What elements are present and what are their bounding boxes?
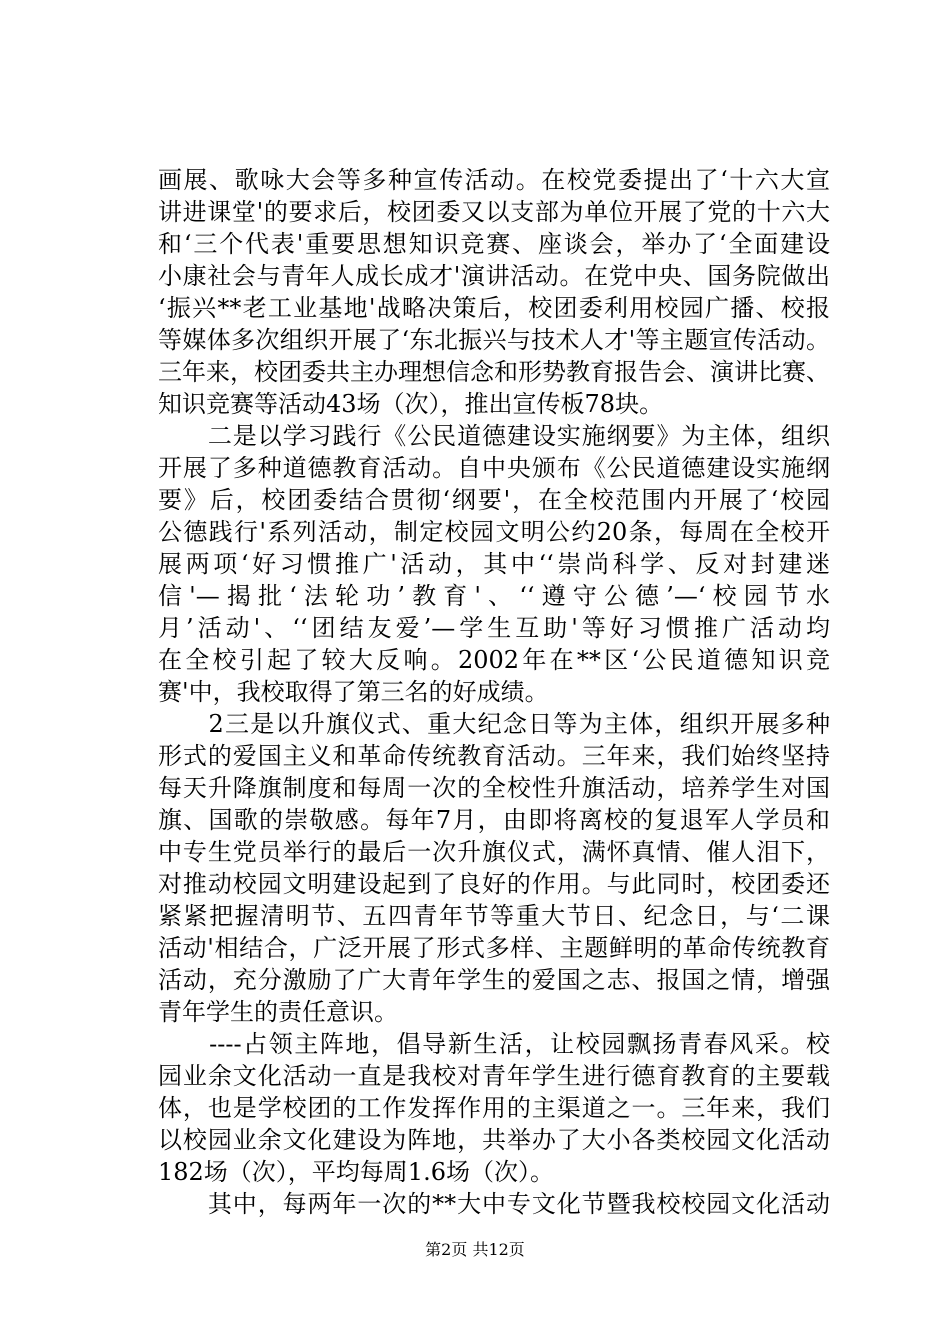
text-line: 展两项‘好习惯推广'活动，其中‘‘崇尚科学、反对封建迷 [158,550,830,578]
text-line: 三年来，校团委共主办理想信念和形势教育报告会、演讲比赛、 [158,358,830,386]
text-line: 开展了多种道德教育活动。自中央颁布《公民道德建设实施纲 [158,454,830,482]
text-line: 紧紧把握清明节、五四青年节等重大节日、纪念日，与‘二课 [158,902,830,930]
document-body [158,164,830,1220]
page-footer: 第2页 共12页 [425,1240,525,1259]
text-line: 信'—揭批‘法轮功’教育'、‘‘遵守公德’—‘校园节水 [158,582,830,610]
text-line: 画展、歌咏大会等多种宣传活动。在校党委提出了‘十六大宣 [158,166,830,194]
text-line: ----占领主阵地，倡导新生活，让校园飘扬青春风采。校 [158,1030,830,1058]
text-line: 赛'中，我校取得了第三名的好成绩。 [158,678,549,706]
text-line: 旗、国歌的崇敬感。每年7月，由即将离校的复退军人学员和 [158,806,830,834]
text-line: 月’活动'、‘‘团结友爱’—学生互助'等好习惯推广活动均 [158,614,830,642]
text-line: 公德践行'系列活动，制定校园文明公约20条，每周在全校开 [158,518,830,546]
text-line: 园业余文化活动一直是我校对青年学生进行德育教育的主要载 [158,1062,830,1090]
text-line: 青年学生的责任意识。 [158,998,398,1026]
text-line: 活动，充分激励了广大青年学生的爱国之志、报国之情，增强 [158,966,830,994]
text-line: 在全校引起了较大反响。2002年在**区‘公民道德知识竞 [158,646,830,674]
text-line: 其中，每两年一次的**大中专文化节暨我校校园文化活动 [158,1190,830,1218]
text-line: 和‘三个代表'重要思想知识竞赛、座谈会，举办了‘全面建设 [158,230,830,258]
text-line: 以校园业余文化建设为阵地，共举办了大小各类校园文化活动 [158,1126,830,1154]
text-line: 活动'相结合，广泛开展了形式多样、主题鲜明的革命传统教育 [158,934,830,962]
text-line: 对推动校园文明建设起到了良好的作用。与此同时，校团委还 [158,870,830,898]
text-line: 每天升降旗制度和每周一次的全校性升旗活动，培养学生对国 [158,774,830,802]
text-line: 知识竞赛等活动43场（次），推出宣传板78块。 [158,390,664,418]
text-line: 等媒体多次组织开展了‘东北振兴与技术人才'等主题宣传活动。 [158,326,830,354]
text-line: 二是以学习践行《公民道德建设实施纲要》为主体，组织 [158,422,830,450]
text-line: 形式的爱国主义和革命传统教育活动。三年来，我们始终坚持 [158,742,830,770]
text-line: 182场（次），平均每周1.6场（次）。 [158,1158,554,1186]
text-line: 体，也是学校团的工作发挥作用的主渠道之一。三年来，我们 [158,1094,830,1122]
text-line: ‘振兴**老工业基地'战略决策后，校团委利用校园广播、校报 [158,294,830,322]
text-line: 要》后，校团委结合贯彻‘纲要'，在全校范围内开展了‘校园 [158,486,830,514]
text-line: 小康社会与青年人成长成才'演讲活动。在党中央、国务院做出 [158,262,830,290]
text-line: 讲进课堂'的要求后，校团委又以支部为单位开展了党的十六大 [158,198,830,226]
text-line: 2三是以升旗仪式、重大纪念日等为主体，组织开展多种 [158,710,830,738]
text-line: 中专生党员举行的最后一次升旗仪式，满怀真情、催人泪下， [158,838,830,866]
